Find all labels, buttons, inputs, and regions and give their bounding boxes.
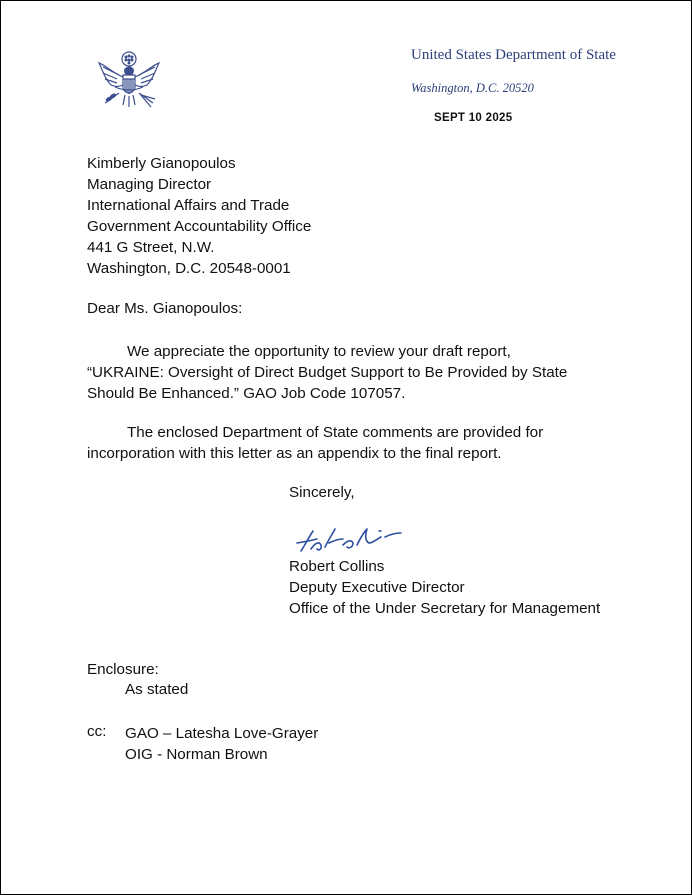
recipient-address [87, 153, 311, 279]
recipient-division: International Affairs and Trade [87, 197, 290, 214]
body-paragraph-1 [87, 341, 587, 404]
body-paragraph-2 [87, 422, 587, 464]
enclosure-value: As stated [125, 681, 189, 698]
signer-name: Robert Collins [289, 558, 385, 575]
signer-title: Deputy Executive Director [289, 579, 465, 596]
department-name: United States Department of State [411, 47, 616, 63]
paragraph-line: The enclosed Department of State comments are provided for [127, 424, 544, 441]
salutation: Dear Ms. Gianopoulos: [87, 300, 243, 317]
recipient-name: Kimberly Gianopoulos [87, 155, 236, 172]
paragraph-line: Should Be Enhanced.” GAO Job Code 107057. [87, 385, 406, 402]
signer-office: Office of the Under Secretary for Management [289, 600, 601, 617]
letter-date: SEPT 10 2025 [434, 112, 513, 124]
cc-recipient: GAO – Latesha Love-Grayer [125, 725, 319, 742]
great-seal-eagle-icon [95, 49, 163, 117]
closing: Sincerely, [289, 484, 355, 501]
signer-block [289, 556, 600, 619]
enclosure-label: Enclosure: [87, 661, 159, 678]
paragraph-line: incorporation with this letter as an appendix to the final report. [87, 445, 502, 462]
recipient-title: Managing Director [87, 176, 212, 193]
cc-recipient: OIG - Norman Brown [125, 746, 268, 763]
department-city: Washington, D.C. 20520 [411, 81, 534, 95]
recipient-organization: Government Accountability Office [87, 218, 312, 235]
paragraph-line: “UKRAINE: Oversight of Direct Budget Support to Be Provided by State [87, 364, 568, 381]
recipient-street: 441 G Street, N.W. [87, 239, 215, 256]
recipient-city: Washington, D.C. 20548-0001 [87, 260, 291, 277]
cc-label: cc: [87, 723, 107, 740]
paragraph-line: We appreciate the opportunity to review your draft report, [127, 343, 511, 360]
cc-list [125, 723, 318, 765]
handwritten-signature [295, 521, 405, 559]
